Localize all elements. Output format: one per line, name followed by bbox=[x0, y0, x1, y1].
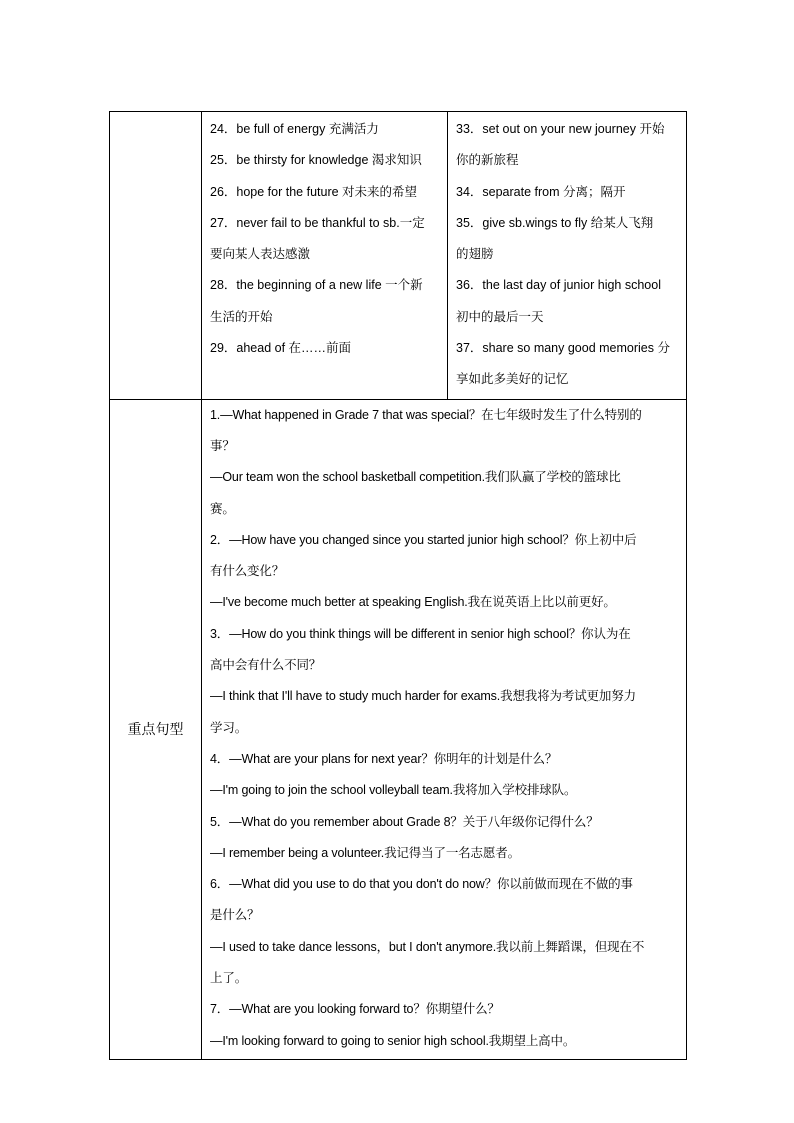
phrase-line: 享如此多美好的记忆 bbox=[456, 372, 569, 387]
sentence-line: 有什么变化？ bbox=[210, 564, 285, 579]
phrase-line: 生活的开始 bbox=[210, 309, 273, 324]
phrase-line: 35．give sb.wings to fly 给某人飞翔 bbox=[456, 215, 654, 230]
phrase-line: 26．hope for the future 对未来的希望 bbox=[210, 184, 418, 199]
phrase-line: 34．separate from 分离；隔开 bbox=[456, 184, 626, 199]
phrase-line: 你的新旅程 bbox=[456, 153, 519, 168]
sentence-line: 高中会有什么不同？ bbox=[210, 658, 322, 673]
phrase-line: 29．ahead of 在……前面 bbox=[210, 341, 352, 356]
sentence-line: —I remember being a volunteer.我记得当了一名志愿者。 bbox=[210, 845, 520, 860]
phrase-line: 要向某人表达感激 bbox=[210, 247, 311, 262]
phrase-line: 的翅膀 bbox=[456, 247, 494, 262]
sentence-line: —I think that I'll have to study much harder for exams.我想我将为考试更加努力 bbox=[210, 689, 636, 704]
sentence-line: 3．—How do you think things will be different in senior high school？你认为在 bbox=[210, 626, 631, 641]
sentence-line: 7．—What are you looking forward to？你期望什么？ bbox=[210, 1002, 500, 1017]
vocabulary-table bbox=[109, 111, 687, 1060]
phrase-line: 33．set out on your new journey 开始 bbox=[456, 122, 665, 136]
phrases-label-cell bbox=[110, 112, 202, 400]
key-sentences-label: 重点句型 bbox=[110, 399, 202, 1059]
phrase-line: 25．be thirsty for knowledge 渴求知识 bbox=[210, 153, 422, 168]
sentence-line: —I've become much better at speaking English.我在说英语上比以前更好。 bbox=[210, 595, 616, 610]
sentence-line: 上了。 bbox=[210, 971, 248, 986]
phrases-row bbox=[110, 112, 687, 400]
sentence-line: 2．—How have you changed since you started junior high school？你上初中后 bbox=[210, 532, 637, 547]
sentence-line: —Our team won the school basketball competition.我们队赢了学校的篮球比 bbox=[210, 470, 621, 485]
sentence-line: 事？ bbox=[210, 438, 235, 453]
sentence-line: 6．—What did you use to do that you don't do now？你以前做而现在不做的事 bbox=[210, 877, 633, 892]
phrase-line: 36．the last day of junior high school bbox=[456, 278, 661, 293]
phrase-line: 28．the beginning of a new life 一个新 bbox=[210, 278, 423, 293]
sentence-line: 4．—What are your plans for next year？你明年的计划是什么？ bbox=[210, 751, 558, 766]
sentence-line: —I used to take dance lessons，but I don't anymore.我以前上舞蹈课，但现在不 bbox=[210, 939, 645, 954]
sentences-cell bbox=[202, 399, 687, 1059]
sentence-line: 是什么？ bbox=[210, 908, 260, 923]
phrase-line: 27．never fail to be thankful to sb.一定 bbox=[210, 215, 425, 230]
sentence-line: —I'm going to join the school volleyball team.我将加入学校排球队。 bbox=[210, 783, 577, 798]
phrase-line: 24．be full of energy 充满活力 bbox=[210, 122, 379, 136]
sentences-row bbox=[110, 399, 687, 1059]
sentence-line: 赛。 bbox=[210, 501, 235, 516]
phrases-right-cell bbox=[448, 112, 687, 400]
phrases-left-cell bbox=[202, 112, 448, 400]
phrase-line: 初中的最后一天 bbox=[456, 309, 544, 324]
sentence-line: 学习。 bbox=[210, 720, 248, 735]
sentence-line: —I'm looking forward to going to senior high school.我期望上高中。 bbox=[210, 1033, 576, 1048]
sentence-line: 1.—What happened in Grade 7 that was special？在七年级时发生了什么特别的 bbox=[210, 407, 642, 422]
phrase-line: 37．share so many good memories 分 bbox=[456, 341, 670, 356]
sentence-line: 5．—What do you remember about Grade 8？关于八年级你记得什么？ bbox=[210, 814, 599, 829]
